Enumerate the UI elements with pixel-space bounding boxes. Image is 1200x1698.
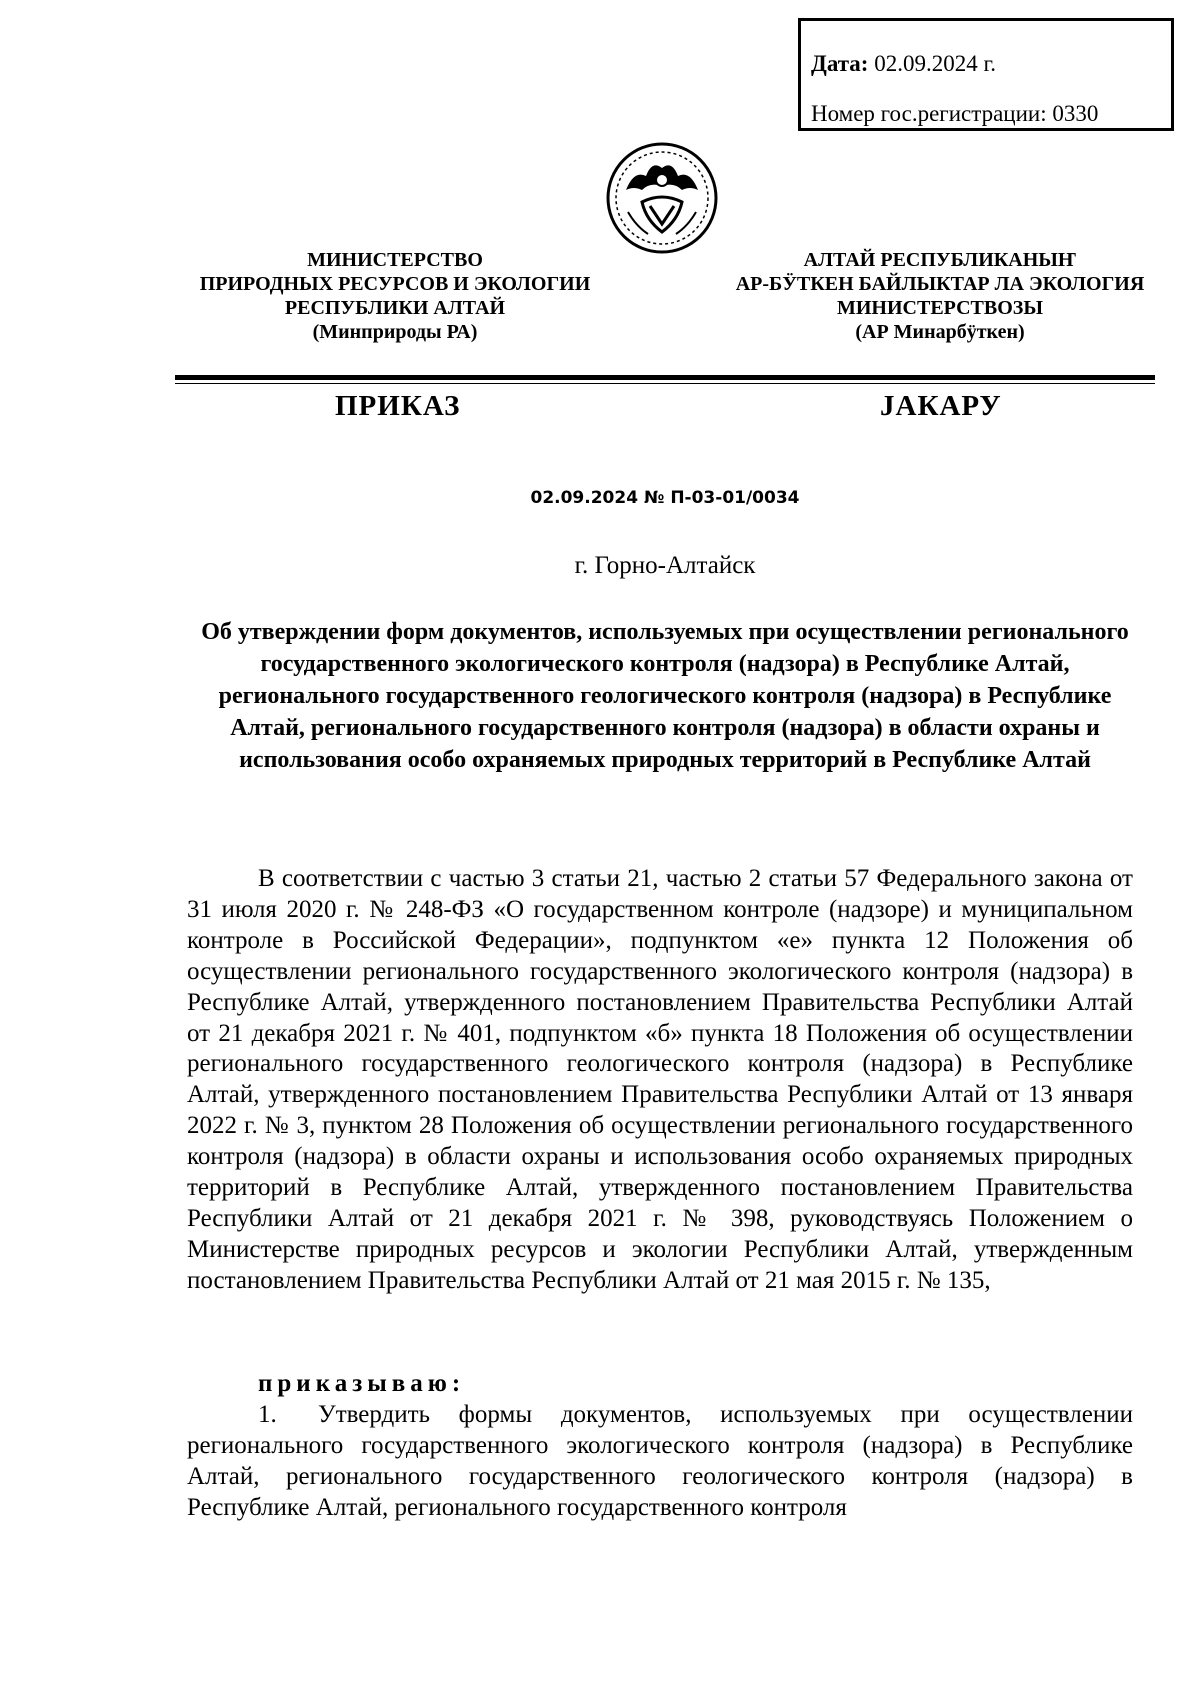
org-alt-line1: АЛТАЙ РЕСПУБЛИКАНЫҤ <box>803 249 1077 271</box>
ministry-header-russian <box>150 248 640 344</box>
date-value: 02.09.2024 г. <box>874 51 997 76</box>
order-number: 02.09.2024 № П-03-01/0034 <box>530 488 800 508</box>
org-alt-line2: АР-БӰТКЕН БАЙЛЫКТАР ЛА ЭКОЛОГИЯ <box>735 273 1145 295</box>
item-1-text: Утвердить формы документов, используемых при осуществлении регионального государственного экологического контроля (надзора) в Республике Алтай, регионального государственного геологического контроля (надзора) в Республике Алтай, регионального государственного контроля <box>187 1401 1133 1521</box>
item-1-number: 1. <box>258 1401 277 1428</box>
org-ru-line2: ПРИРОДНЫХ РЕСУРСОВ И ЭКОЛОГИИ <box>199 273 591 295</box>
command-word: приказываю: <box>258 1370 466 1397</box>
registration-number <box>811 89 1171 139</box>
org-ru-line3: РЕСПУБЛИКИ АЛТАЙ <box>284 297 506 319</box>
city: г. Горно-Алтайск <box>574 552 756 579</box>
header-rule-thin <box>175 383 1155 384</box>
registration-box <box>798 18 1174 131</box>
registration-date <box>811 39 1171 89</box>
org-alt-line3: МИНИСТЕРСТВОЗЫ <box>836 297 1043 319</box>
header-rule-thick <box>175 375 1155 380</box>
item-1-paragraph <box>187 1400 1133 1524</box>
document-title: Об утверждении форм документов, используемых при осуществлении регионального государственного экологического контроля (надзора) в Республике Алтай, регионального государственного геологического контроля (надзора) в Республике Алтай, регионального государственного контроля (надзора) в области охраны и использования особо охраняемых природных территорий в Республике Алтай <box>201 619 1129 773</box>
date-label: Дата: <box>811 51 869 76</box>
ministry-header-altai <box>700 248 1180 344</box>
order-heading-altai: JАКАРУ <box>880 390 1002 422</box>
preamble-paragraph: В соответствии с частью 3 статьи 21, частью 2 статьи 57 Федерального закона от 31 июля 2020 г. № 248-ФЗ «О государственном контроле (надзоре) и муниципальном контроле в Российской Федерации», подпунктом «е» пункта 12 Положения об осуществлении регионального государственного экологического контроля (надзора) в Республике Алтай, утвержденного постановлением Правительства Республики Алтай от 21 декабря 2021 г. № 401, подпунктом «б» пункта 18 Положения об осуществлении регионального государственного геологического контроля (надзора) в Республике Алтай, утвержденного постановлением Правительства Республики Алтай от 13 января 2022 г. № 3, пунктом 28 Положения об осуществлении регионального государственного контроля (надзора) в области охраны и использования особо охраняемых природных территорий в Республике Алтай, утвержденного постановлением Правительства Республики Алтай от 21 декабря 2021 г. № 398, руководствуясь Положением о Министерстве природных ресурсов и экологии Республики Алтай, утвержденным постановлением Правительства Республики Алтай от 21 мая 2015 г. № 135, <box>187 865 1133 1294</box>
altai-emblem-icon <box>604 140 720 256</box>
number-label: Номер гос.регистрации: <box>811 101 1047 126</box>
order-heading-russian: ПРИКАЗ <box>335 390 461 422</box>
org-alt-short: (АР Минарбӱткен) <box>855 321 1025 343</box>
org-ru-short: (Минприроды РА) <box>312 321 478 343</box>
number-value: 0330 <box>1052 101 1099 126</box>
org-ru-line1: МИНИСТЕРСТВО <box>307 249 483 271</box>
